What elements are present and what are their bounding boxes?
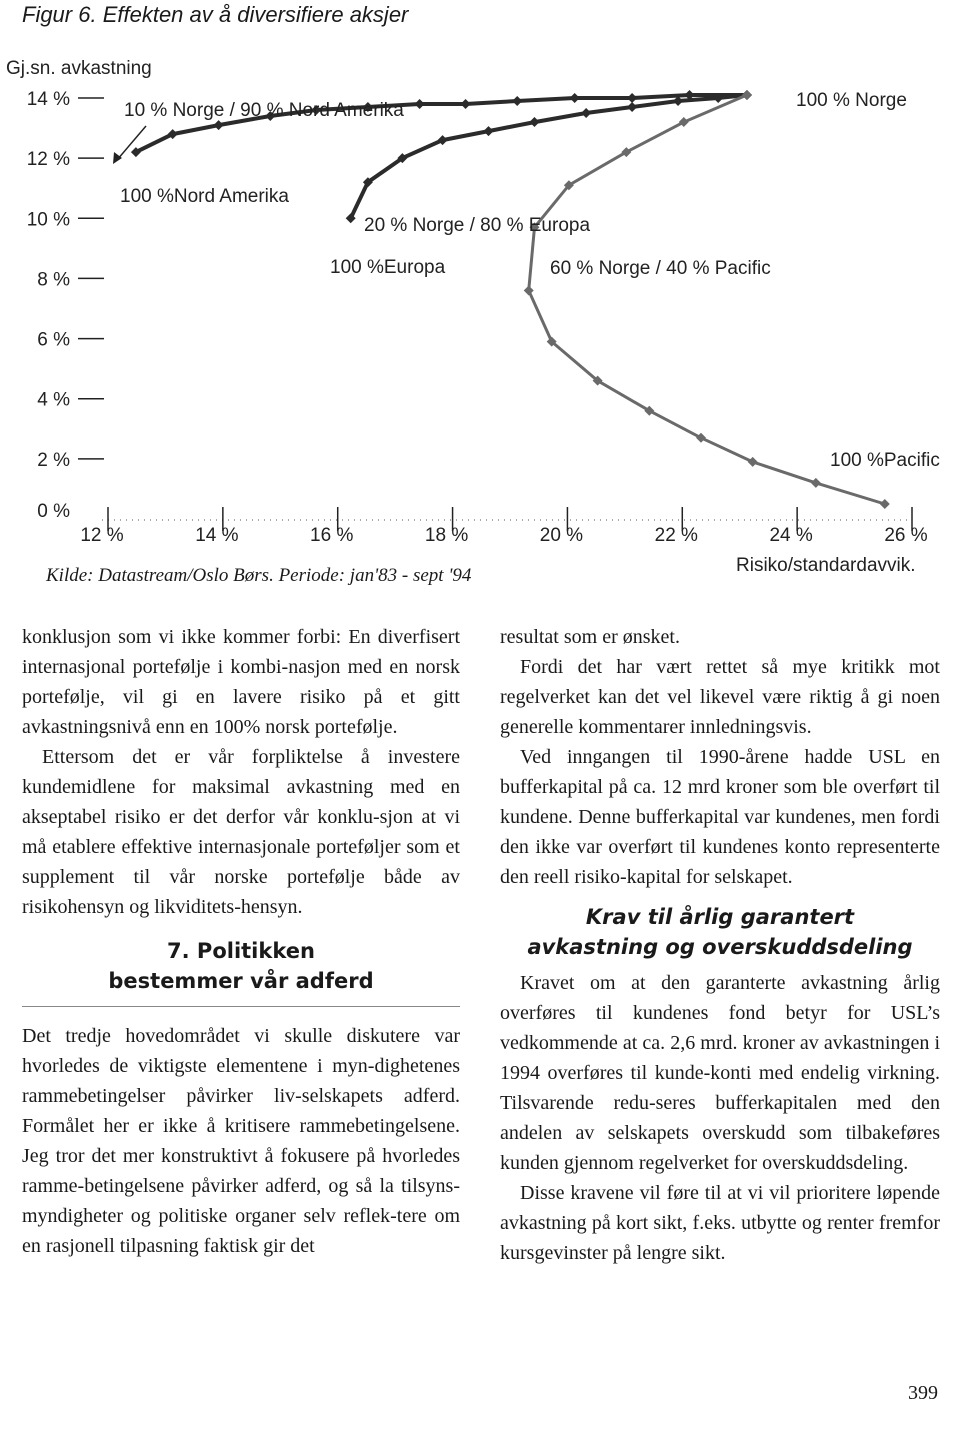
y-tick-label: 2 % (37, 449, 70, 471)
x-tick-label: 12 % (80, 525, 124, 546)
data-point (524, 285, 534, 295)
paragraph: Kravet om at den garanterte avkastning årlig overføres til kundenes fond betyr for USL’s vedkommende at ca. 2,6 mrd. kroner av avkastningen i 1994 overføres til kunde-konti med endelig virkning. Tilsvarende redu-seres bufferkapitalen med den andelen av selskapets overskudd som tilbakeføres kunden gjennom regelverket for overskuddsdeling. (500, 972, 940, 1174)
y-axis-title: Gj.sn. avkastning (6, 58, 152, 79)
data-point (415, 99, 425, 109)
section-heading-line: 7. Politikken (167, 939, 315, 963)
section-heading-line: avkastning og overskuddsdeling (527, 935, 913, 959)
annotation-arrow (117, 126, 146, 160)
left-column (22, 622, 460, 1261)
data-point (512, 96, 522, 106)
series-line (529, 95, 885, 504)
x-tick-label: 14 % (195, 525, 239, 546)
data-point (748, 457, 758, 467)
paragraph: Disse kravene vil føre til at vi vil prioritere løpende avkastning på kort sikt, f.eks. utbytte og renter fremfor kursgevinster på lengre sikt. (500, 1182, 940, 1264)
y-tick-label: 8 % (37, 269, 70, 291)
section-heading (500, 902, 940, 962)
y-tick-label: 0 % (37, 501, 70, 522)
paragraph: Fordi det har vært rettet så mye kritikk mot regelverket kan det vel likevel være riktig å gi noen generelle kommentarer innledningsvis. (500, 656, 940, 738)
page-number: 399 (908, 1382, 938, 1404)
x-tick-label: 20 % (539, 525, 584, 546)
x-tick-label: 16 % (310, 525, 354, 546)
data-point (461, 99, 471, 109)
y-tick-label: 6 % (37, 329, 70, 351)
data-point (214, 120, 224, 130)
label-nam: 100 %Nord Amerika (120, 186, 289, 207)
paragraph: Ettersom det er vår forpliktelse å investere kundemidlene for maksimal avkastning med en akseptabel risiko er det derfor vår konklu-sjon at vi må etablere effektive internasjonale porteføljer som et supplement til vår norske portefølje både av risikohensyn og likviditets-hensyn. (22, 746, 460, 918)
data-point (880, 499, 890, 509)
y-tick-label: 10 % (26, 209, 70, 231)
data-point (529, 117, 539, 127)
y-tick-label: 4 % (37, 389, 70, 411)
label-nor-eur: 20 % Norge / 80 % Europa (364, 215, 591, 236)
section-heading-line: Krav til årlig garantert (585, 905, 855, 929)
label-europa: 100 %Europa (330, 257, 446, 278)
data-point (570, 93, 580, 103)
paragraph: resultat som er ønsket. (500, 626, 680, 648)
section-heading (22, 936, 460, 1007)
label-norge: 100 % Norge (796, 90, 907, 111)
x-tick-label: 26 % (884, 525, 928, 546)
figure-title: Figur 6. Effekten av å diversifiere aksjer (22, 2, 409, 27)
data-point (811, 478, 821, 488)
paragraph: Ved inngangen til 1990-årene hadde USL en bufferkapital på ca. 12 mrd kroner som ble overført til kundene. Denne bufferkapital var kundenes, men fordi den ikke var overført til kundenes konto representerte den reell risiko-kapital for selskapet. (500, 746, 940, 888)
label-pacific: 100 %Pacific (830, 450, 940, 471)
annotation-arrowhead (113, 152, 122, 164)
data-point (581, 108, 591, 118)
x-tick-label: 22 % (654, 525, 698, 546)
data-point (484, 126, 494, 136)
data-point (627, 102, 637, 112)
data-point (627, 93, 637, 103)
right-column (500, 622, 940, 1268)
section-heading-line: bestemmer vår adferd (108, 969, 374, 993)
x-tick-label: 18 % (424, 525, 469, 546)
series-layer (131, 90, 890, 509)
series-line (351, 95, 747, 218)
x-axis-title: Risiko/standardavvik. (736, 555, 916, 576)
label-nor-nam: 10 % Norge / 90 % Nord Amerika (124, 100, 404, 121)
diversification-chart (0, 40, 960, 600)
source-line: Kilde: Datastream/Oslo Børs. Periode: jan'83 - sept '94 (46, 565, 472, 586)
x-tick-label: 24 % (769, 525, 813, 546)
y-tick-label: 14 % (26, 89, 70, 110)
axes (27, 89, 928, 546)
label-nor-pac: 60 % Norge / 40 % Pacific (550, 258, 771, 279)
data-point (742, 90, 752, 100)
y-tick-label: 12 % (26, 149, 70, 171)
paragraph: konklusjon som vi ikke kommer forbi: En diverfisert internasjonal portefølje i kombi-nasjon med en norsk portefølje, vil gi en lavere risiko på et gitt avkastningsnivå enn en 100% norsk portefølje. (22, 626, 460, 738)
paragraph: Det tredje hovedområdet vi skulle diskutere var hvorledes de viktigste elementene i myn-dighetenes rammebetingelser påvirker liv-selskapets adferd. Formålet her er ikke å kritisere rammebetingelsene. Jeg tror det mer konstruktivt å fokusere på hvorledes ramme-betingelsene påvirker adferd, og så la tilsyns-myndigheter og politiske organer selv reflek-tere om en rasjonell tilpasning faktisk gir det (22, 1025, 460, 1257)
